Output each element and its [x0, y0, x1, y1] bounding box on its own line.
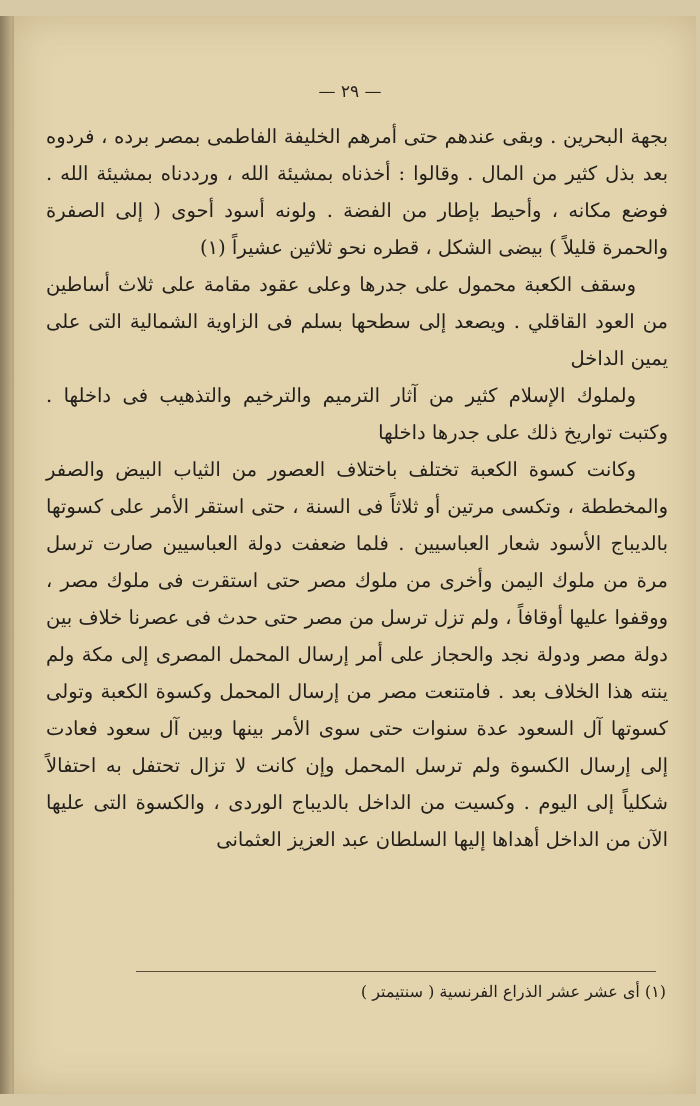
footnote-divider: [136, 971, 656, 972]
paragraph-restorations: ولملوك الإسلام كثير من آثار الترميم والترخيم والتذهيب فى داخلها . وكتبت تواريخ ذلك على جدرها داخلها: [46, 384, 668, 444]
footnote: (١) أى عشر عشر الذراع الفرنسية ( سنتيمتر ): [360, 982, 666, 1001]
paragraph-kaaba-roof: وسقف الكعبة محمول على جدرها وعلى عقود مقامة على ثلاث أساطين من العود القاقلي . ويصعد إلى سطحها بسلم فى الزاوية الشمالية التى على يمين الداخل: [46, 273, 668, 370]
body-text: [46, 118, 668, 858]
paragraph-kiswa: وكانت كسوة الكعبة تختلف باختلاف العصور من الثياب البيض والصفر والمخططة ، وتكسى مرتين أو ثلاثاً فى السنة ، حتى استقر الأمر على كسوتها بالديباج الأسود شعار العباسيين . فلما ضعفت دولة العباسيين صارت ترسل مرة من ملوك اليمن وأخرى من ملوك مصر حتى استقرت فى ملوك مصر ، ووقفوا عليها أوقافاً ، ولم تزل ترسل من مصر حتى حدث فى عصرنا خلاف بين دولة مصر ودولة نجد والحجاز على أمر إرسال المحمل المصرى إلى مكة ولم ينته هذا الخلاف بعد . فامتنعت مصر من إرسال المحمل وكسوة الكعبة وتولى كسوتها آل السعود عدة سنوات حتى سوى الأمر بينها وبين آل سعود فعادت إلى إرسال الكسوة ولم ترسل المحمل وإن كانت لا تزال تحتفل به احتفالاً شكلياً إلى اليوم . وكسيت من الداخل بالديباج الوردى ، والكسوة التى عليها الآن من الداخل أهداها إليها السلطان عبد العزيز العثمانى: [46, 458, 668, 851]
paragraph-black-stone: بجهة البحرين . وبقى عندهم حتى أمرهم الخليفة الفاطمى بمصر برده ، فردوه بعد بذل كثير من المال . وقالوا : أخذناه بمشيئة الله ، ورددناه بمشيئة الله . فوضع مكانه ، وأحيط بإطار من الفضة . ولونه أسود أحوى ( إلى الصفرة والحمرة قليلاً ) بيضى الشكل ، قطره نحو ثلاثين عشيراً (١): [46, 125, 668, 259]
page-number: — ٢٩ —: [318, 82, 382, 102]
